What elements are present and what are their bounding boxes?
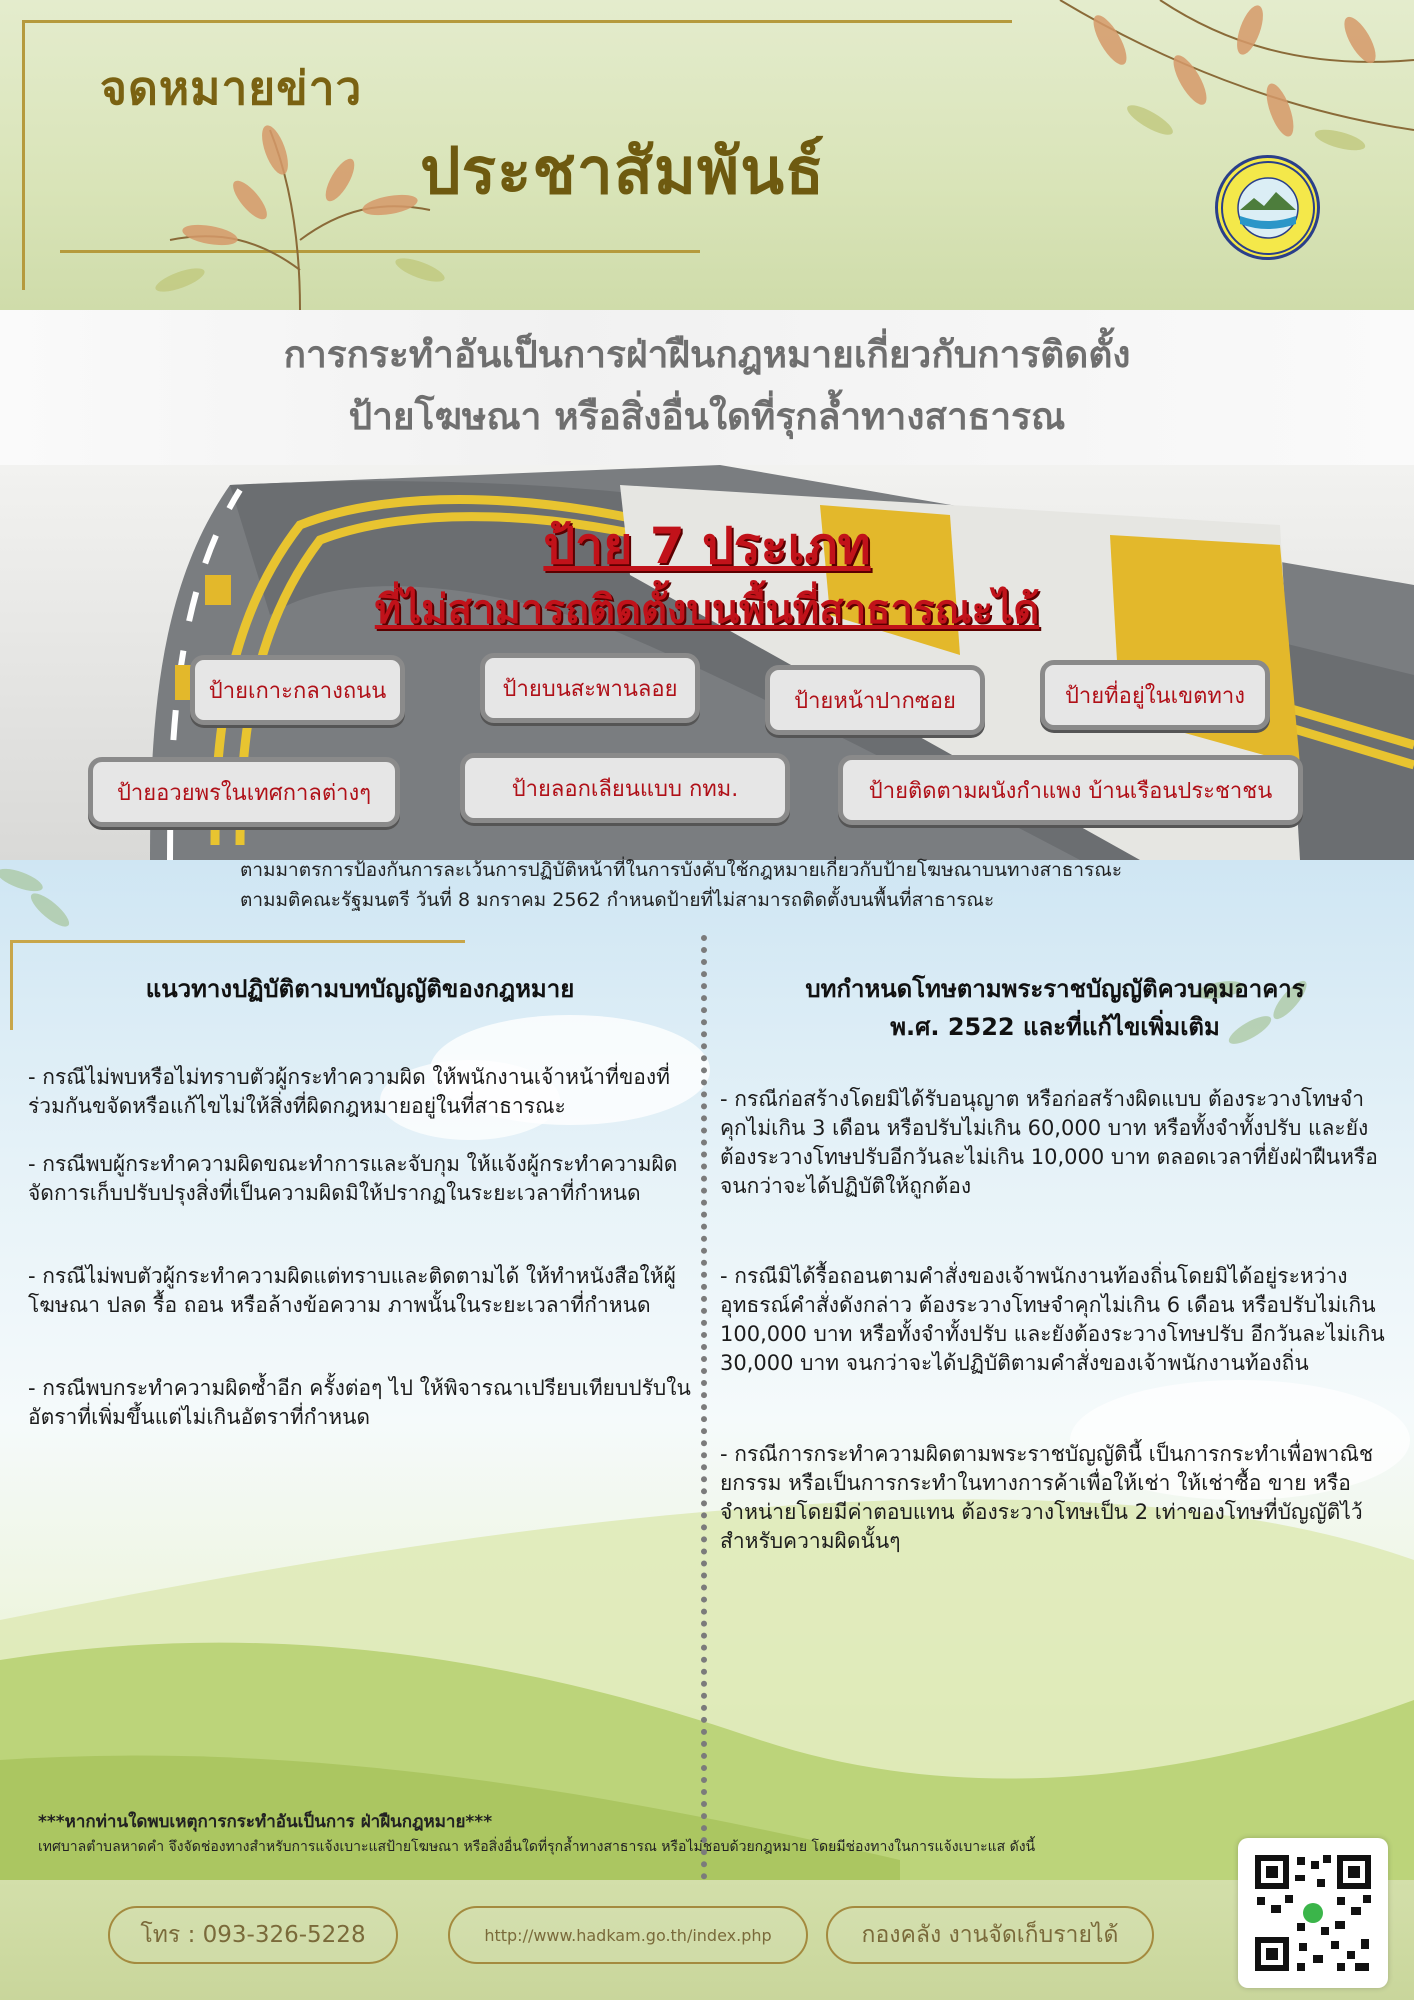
website-link[interactable]: http://www.hadkam.go.th/index.php bbox=[448, 1906, 808, 1964]
left-paragraph: - กรณีพบกระทำความผิดซ้ำอีก ครั้งต่อๆ ไป ให้พิจารณาเปรียบเทียบปรับในอัตราที่เพิ่มขึ้นแต่ไม่เกินอัตราที่กำหนด bbox=[28, 1376, 691, 1429]
right-paragraph: - กรณีก่อสร้างโดยมิได้รับอนุญาต หรือก่อสร้างผิดแบบ ต้องระวางโทษจำคุกไม่เกิน 3 เดือน หรือปรับไม่เกิน 60,000 บาท หรือทั้งจำทั้งปรับ และยังต้องระวางโทษปรับอีกวันละไม่เกิน 10,000 บาท ตลอดเวลาที่ยังฝ่าฝืนหรือจนกว่าจะได้ปฏิบัติให้ถูกต้อง bbox=[720, 1087, 1378, 1198]
public-relations-label: ประชาสัมพันธ์ bbox=[420, 135, 825, 209]
sign-type-item: ป้ายเกาะกลางถนน bbox=[190, 655, 405, 725]
right-column-heading bbox=[720, 970, 1390, 1046]
newsletter-label: จดหมายข่าว bbox=[100, 61, 363, 115]
line-icon bbox=[1303, 1903, 1323, 1923]
right-column-heading-line-1: บทกำหนดโทษตามพระราชบัญญัติควบคุมอาคาร bbox=[805, 975, 1305, 1003]
measure-line-1: ตามมาตรการป้องกันการละเว้นการปฏิบัติหน้าที่ในการบังคับใช้กฎหมายเกี่ยวกับป้ายโฆษณาบนทางสาธารณะ bbox=[240, 859, 1123, 881]
left-paragraph: - กรณีไม่พบตัวผู้กระทำความผิดแต่ทราบและติดตามได้ ให้ทำหนังสือให้ผู้โฆษณา ปลด รื้อ ถอน หรือล้างข้อความ ภาพนั้นในระยะเวลาที่กำหนด bbox=[28, 1264, 676, 1317]
measure-text bbox=[240, 855, 1340, 915]
seal-icon bbox=[1215, 155, 1320, 260]
footer-note-text: เทศบาลตำบลหาดคำ จึงจัดช่องทางสำหรับการแจ้งเบาะแสป้ายโฆษณา หรือสิ่งอื่นใดที่รุกล้ำทางสาธารณ หรือไม่ชอบด้วยกฎหมาย โดยมีช่องทางในการแจ้งเบาะแส ดังนี้ bbox=[38, 1839, 1036, 1855]
left-paragraph: - กรณีไม่พบหรือไม่ทราบตัวผู้กระทำความผิด ให้พนักงานเจ้าหน้าที่ของที่ร่วมกันขจัดหรือแก้ไขไม่ให้สิ่งที่ผิดกฎหมายอยู่ในที่สาธารณะ bbox=[28, 1065, 671, 1118]
sign-type-item: ป้ายลอกเลียนแบบ กทม. bbox=[460, 753, 790, 823]
leaf-icon bbox=[150, 120, 450, 310]
right-paragraph: - กรณีการกระทำความผิดตามพระราชบัญญัตินี้ เป็นการกระทำเพื่อพาณิชยกรรม หรือเป็นการกระทำในทางการค้าเพื่อให้เช่า ให้เช่าซื้อ ขาย หรือจำหน่ายโดยมีค่าตอบแทน ต้องระวางโทษเป็น 2 เท่าของโทษที่บัญญัติไว้สำหรับความผิดนั้นๆ bbox=[720, 1442, 1374, 1553]
right-column-heading-line-2: พ.ศ. 2522 และที่แก้ไขเพิ่มเติม bbox=[890, 1013, 1220, 1041]
department-contact: กองคลัง งานจัดเก็บรายได้ bbox=[826, 1906, 1154, 1964]
sign-types-subheading: ที่ไม่สามารถติดตั้งบนพื้นที่สาธารณะได้ bbox=[374, 587, 1040, 633]
left-column-heading: แนวทางปฏิบัติตามบทบัญญัติของกฎหมาย bbox=[145, 975, 575, 1003]
sign-type-item: ป้ายอวยพรในเทศกาลต่างๆ bbox=[88, 757, 400, 827]
leaf-icon bbox=[1040, 0, 1414, 180]
footer-note-heading: ***หากท่านใดพบเหตุการกระทำอันเป็นการ ฝ่าฝืนกฎหมาย*** bbox=[38, 1812, 493, 1832]
title-band bbox=[0, 310, 1414, 465]
header bbox=[0, 0, 1414, 310]
sign-types-heading: ป้าย 7 ประเภท bbox=[543, 517, 871, 575]
phone-contact[interactable]: โทร : 093-326-5228 bbox=[108, 1906, 398, 1964]
footer bbox=[0, 1880, 1414, 2000]
sign-type-item: ป้ายที่อยู่ในเขตทาง bbox=[1040, 660, 1270, 730]
page-title-line-2: ป้ายโฆษณา หรือสิ่งอื่นใดที่รุกล้ำทางสาธารณ bbox=[348, 395, 1066, 438]
qr-code-icon[interactable] bbox=[1238, 1838, 1388, 1988]
sign-type-item: ป้ายบนสะพานลอย bbox=[480, 653, 700, 723]
left-paragraph: - กรณีพบผู้กระทำความผิดขณะทำการและจับกุม ให้แจ้งผู้กระทำความผิดจัดการเก็บปรับปรุงสิ่งที่เป็นความผิดมิให้ปรากฏในระยะเวลาที่กำหนด bbox=[28, 1152, 678, 1205]
column-divider bbox=[701, 935, 707, 1880]
page-title-line-1: การกระทำอันเป็นการฝ่าฝืนกฎหมายเกี่ยวกับการติดตั้ง bbox=[283, 333, 1131, 376]
right-paragraph: - กรณีมิได้รื้อถอนตามคำสั่งของเจ้าพนักงานท้องถิ่นโดยมิได้อยู่ระหว่างอุทธรณ์คำสั่งดังกล่าว ต้องระวางโทษจำคุกไม่เกิน 6 เดือน หรือปรับไม่เกิน 100,000 บาท หรือทั้งจำทั้งปรับ และยังต้องระวางโทษปรับ อีกวันละไม่เกิน 30,000 บาท จนกว่าจะได้ปฏิบัติตามคำสั่งของเจ้าพนักงานท้องถิ่น bbox=[720, 1264, 1385, 1375]
sign-types-section bbox=[0, 465, 1414, 860]
sign-type-item: ป้ายติดตามผนังกำแพง บ้านเรือนประชาชน bbox=[838, 755, 1303, 825]
sign-type-item: ป้ายหน้าปากซอย bbox=[765, 665, 985, 735]
measure-line-2: ตามมติคณะรัฐมนตรี วันที่ 8 มกราคม 2562 กำหนดป้ายที่ไม่สามารถติดตั้งบนพื้นที่สาธารณะ bbox=[240, 889, 995, 911]
